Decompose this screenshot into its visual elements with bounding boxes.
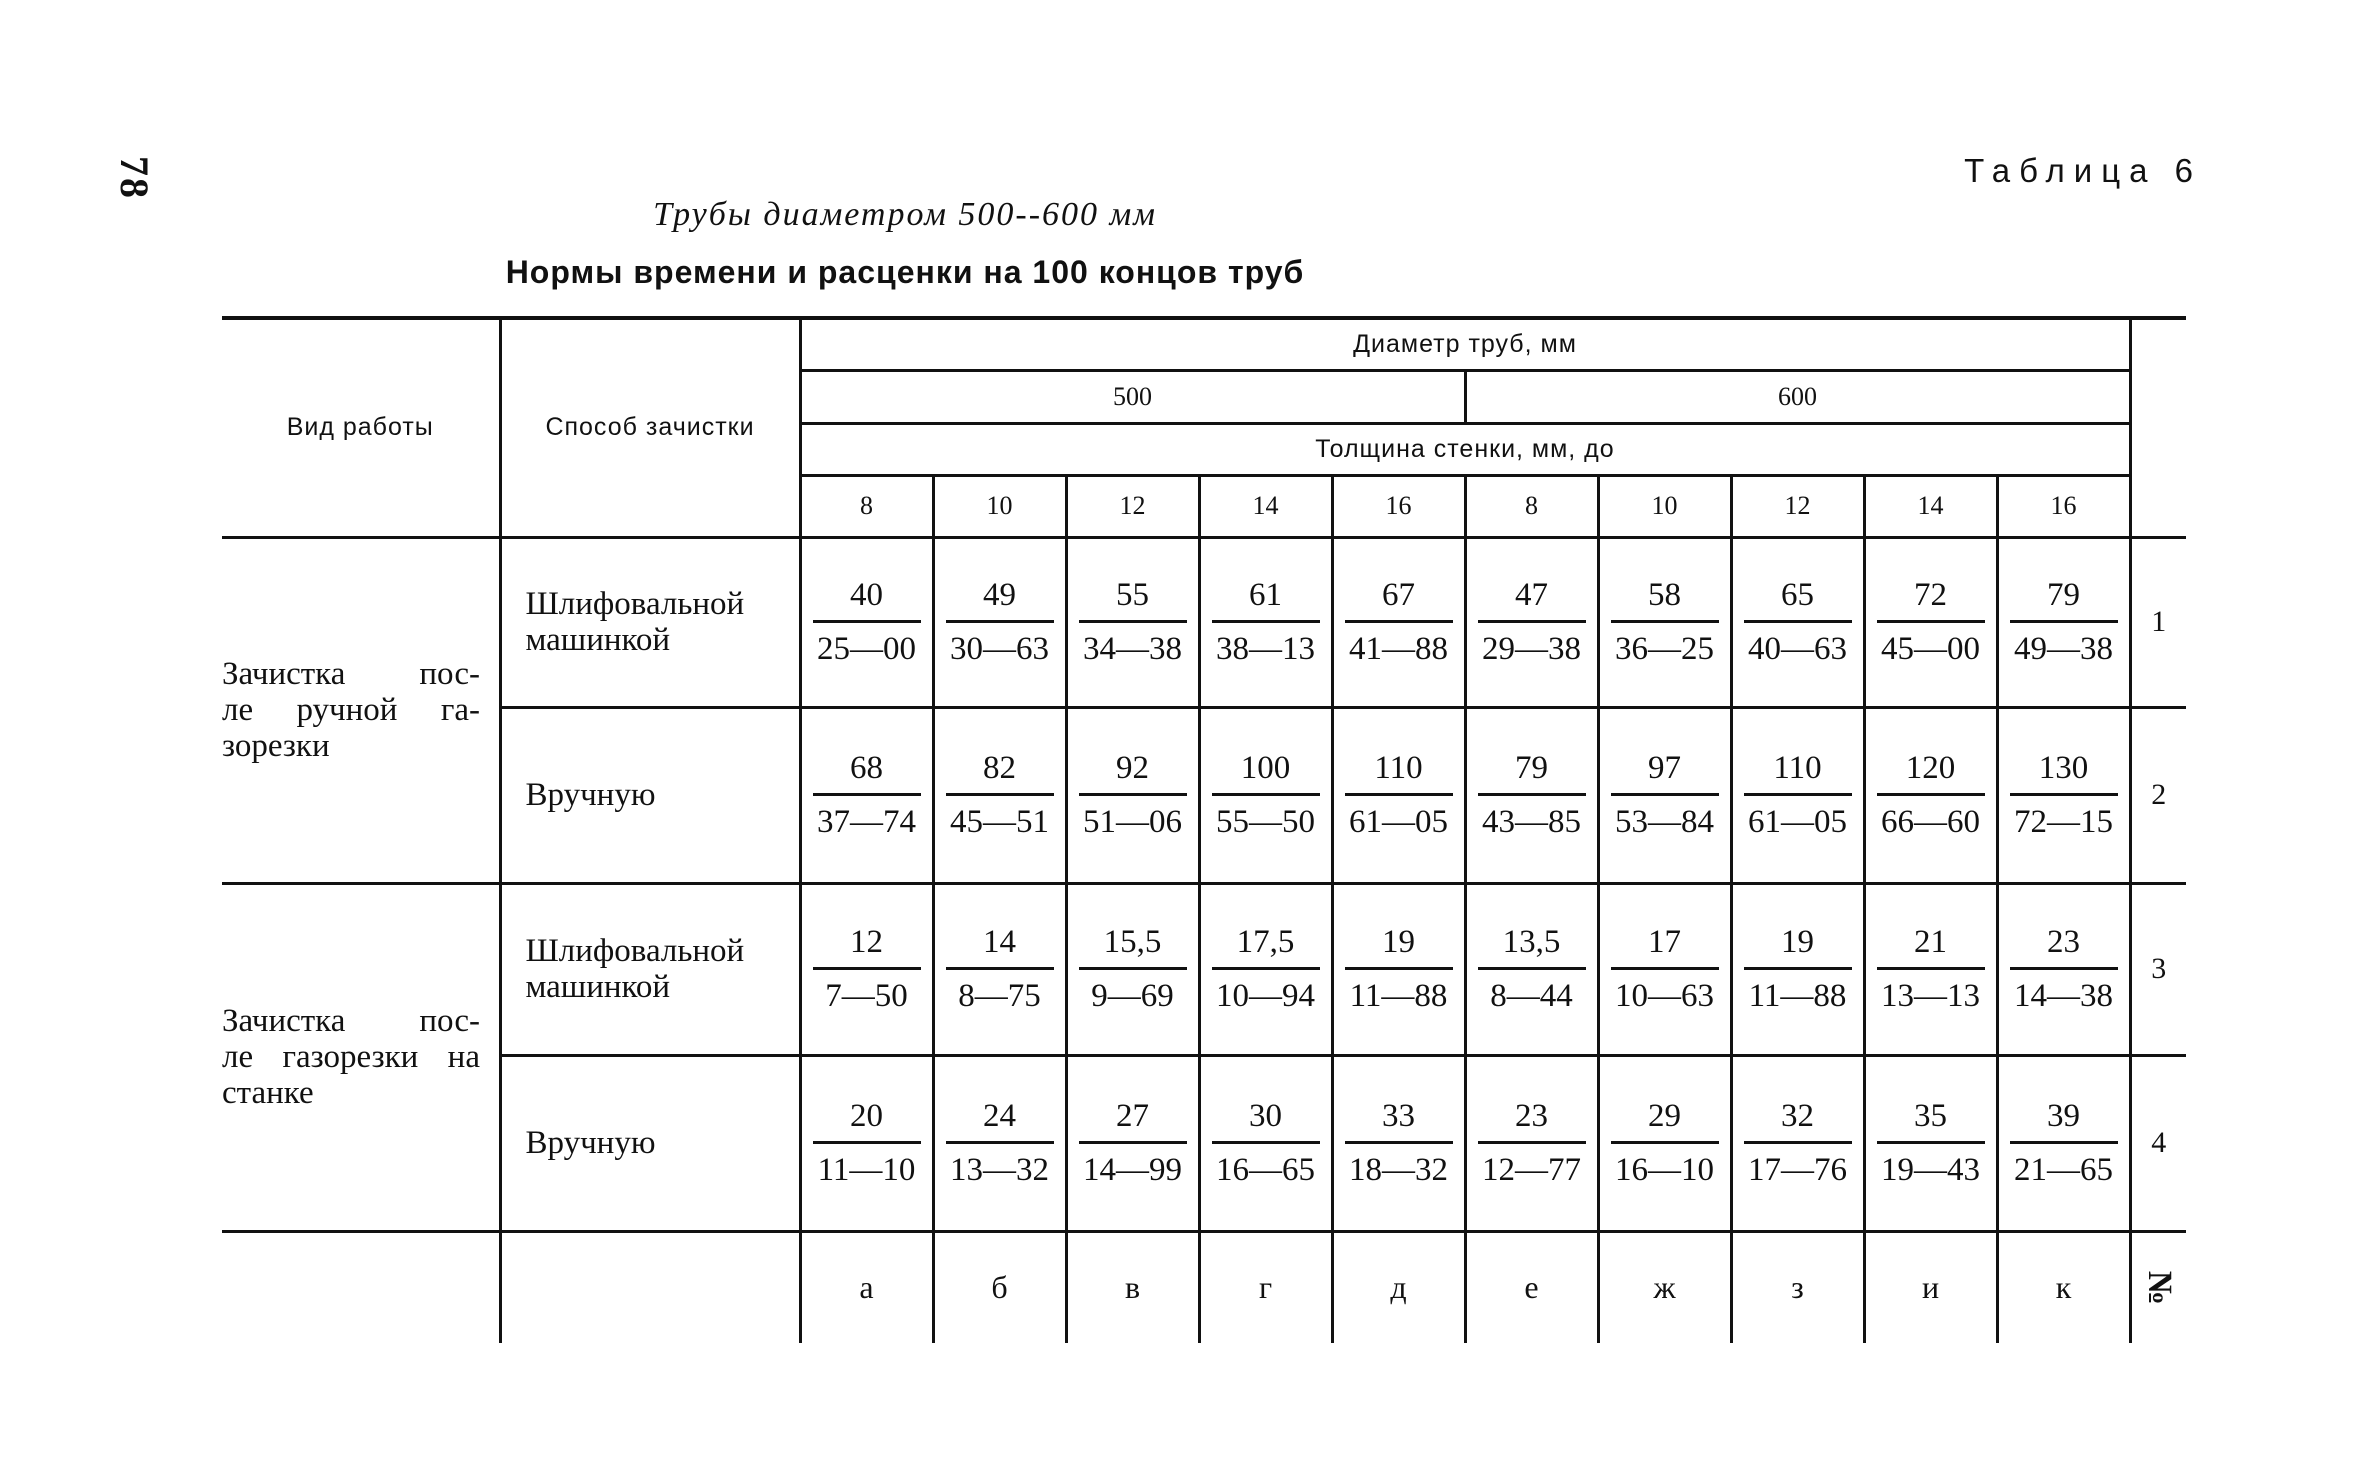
time-norm: 19 bbox=[1345, 926, 1453, 970]
norm-fraction bbox=[946, 749, 1054, 840]
norm-fraction bbox=[1079, 923, 1187, 1014]
row-number: 4 bbox=[2130, 1055, 2186, 1231]
norm-cell bbox=[1066, 537, 1199, 707]
norm-cell bbox=[1332, 883, 1465, 1055]
norm-cell bbox=[1332, 707, 1465, 883]
norm-cell bbox=[1199, 707, 1332, 883]
norm-cell bbox=[1465, 537, 1598, 707]
norm-fraction bbox=[1877, 749, 1985, 840]
table-header bbox=[222, 318, 2186, 537]
number-label-cell bbox=[2130, 1231, 2186, 1343]
price-rate: 40—63 bbox=[1748, 630, 1847, 667]
thickness-cell: 8 bbox=[1465, 475, 1598, 537]
header-number-col bbox=[2130, 318, 2186, 537]
work-type-line: ле газорезки на bbox=[222, 1039, 480, 1075]
price-rate: 16—65 bbox=[1216, 1151, 1315, 1188]
method-line: машинкой bbox=[525, 622, 671, 658]
price-rate: 10—94 bbox=[1216, 977, 1315, 1014]
method-cell bbox=[500, 1055, 800, 1231]
norm-fraction bbox=[2010, 749, 2118, 840]
price-rate: 29—38 bbox=[1482, 630, 1581, 667]
price-rate: 49—38 bbox=[2014, 630, 2113, 667]
price-rate: 14—38 bbox=[2014, 977, 2113, 1014]
price-rate: 43—85 bbox=[1482, 803, 1581, 840]
norm-cell bbox=[1997, 1055, 2130, 1231]
norm-cell bbox=[800, 537, 933, 707]
work-type-line: Зачистка пос- bbox=[222, 1003, 480, 1039]
norm-fraction bbox=[1611, 1097, 1719, 1188]
norm-cell bbox=[1199, 883, 1332, 1055]
norm-cell bbox=[1598, 883, 1731, 1055]
header-thickness: Толщина стенки, мм, до bbox=[800, 423, 2130, 475]
norm-cell bbox=[1465, 707, 1598, 883]
norm-fraction bbox=[1079, 749, 1187, 840]
footer-empty-cell bbox=[222, 1231, 500, 1343]
price-rate: 25—00 bbox=[817, 630, 916, 667]
norm-fraction bbox=[1478, 923, 1586, 1014]
norm-cell bbox=[1864, 1055, 1997, 1231]
norm-fraction bbox=[1478, 576, 1586, 667]
norm-fraction bbox=[813, 923, 921, 1014]
norm-fraction bbox=[1478, 1097, 1586, 1188]
column-letter: и bbox=[1864, 1231, 1997, 1343]
page-number: 78 bbox=[112, 156, 157, 200]
header-work-type: Вид работы bbox=[222, 318, 500, 537]
norm-fraction bbox=[1611, 576, 1719, 667]
norm-fraction bbox=[813, 1097, 921, 1188]
work-type-line: ле ручной га- bbox=[222, 692, 480, 728]
price-rate: 8—75 bbox=[958, 977, 1041, 1014]
table-title: Нормы времени и расценки на 100 концов труб bbox=[505, 254, 1305, 290]
norm-cell bbox=[1997, 537, 2130, 707]
table-row bbox=[222, 1055, 2186, 1231]
norm-cell bbox=[1066, 883, 1199, 1055]
time-norm: 110 bbox=[1345, 752, 1453, 796]
time-norm: 33 bbox=[1345, 1100, 1453, 1144]
norm-cell bbox=[1731, 1055, 1864, 1231]
norm-cell bbox=[1598, 707, 1731, 883]
price-rate: 45—00 bbox=[1881, 630, 1980, 667]
row-number: 1 bbox=[2130, 537, 2186, 707]
time-norm: 130 bbox=[2010, 752, 2118, 796]
norm-fraction bbox=[1611, 749, 1719, 840]
method-cell bbox=[500, 707, 800, 883]
norm-fraction bbox=[1877, 576, 1985, 667]
norm-cell bbox=[800, 707, 933, 883]
price-rate: 61—05 bbox=[1748, 803, 1847, 840]
time-norm: 32 bbox=[1744, 1100, 1852, 1144]
norm-fraction bbox=[1212, 1097, 1320, 1188]
time-norm: 61 bbox=[1212, 579, 1320, 623]
price-rate: 51—06 bbox=[1083, 803, 1182, 840]
price-rate: 18—32 bbox=[1349, 1151, 1448, 1188]
norm-cell bbox=[1465, 883, 1598, 1055]
time-norm: 100 bbox=[1212, 752, 1320, 796]
norm-cell bbox=[933, 707, 1066, 883]
thickness-cell: 14 bbox=[1864, 475, 1997, 537]
time-norm: 23 bbox=[1478, 1100, 1586, 1144]
price-rate: 21—65 bbox=[2014, 1151, 2113, 1188]
price-rate: 9—69 bbox=[1091, 977, 1174, 1014]
time-norm: 55 bbox=[1079, 579, 1187, 623]
time-norm: 21 bbox=[1877, 926, 1985, 970]
time-norm: 97 bbox=[1611, 752, 1719, 796]
norm-cell bbox=[1598, 537, 1731, 707]
time-norm: 15,5 bbox=[1079, 926, 1187, 970]
time-norm: 12 bbox=[813, 926, 921, 970]
time-norm: 40 bbox=[813, 579, 921, 623]
price-rate: 14—99 bbox=[1083, 1151, 1182, 1188]
price-rate: 17—76 bbox=[1748, 1151, 1847, 1188]
header-diameter-500: 500 bbox=[800, 370, 1465, 423]
time-norm: 110 bbox=[1744, 752, 1852, 796]
time-norm: 72 bbox=[1877, 579, 1985, 623]
column-letter: б bbox=[933, 1231, 1066, 1343]
norm-fraction bbox=[1345, 1097, 1453, 1188]
norm-fraction bbox=[1212, 923, 1320, 1014]
norm-cell bbox=[1598, 1055, 1731, 1231]
norm-cell bbox=[933, 537, 1066, 707]
column-letter: ж bbox=[1598, 1231, 1731, 1343]
time-norm: 30 bbox=[1212, 1100, 1320, 1144]
thickness-cell: 16 bbox=[1332, 475, 1465, 537]
column-letters-row bbox=[222, 1231, 2186, 1343]
row-number: 3 bbox=[2130, 883, 2186, 1055]
table-footer bbox=[222, 1231, 2186, 1343]
norm-fraction bbox=[813, 576, 921, 667]
column-letter: д bbox=[1332, 1231, 1465, 1343]
price-rate: 41—88 bbox=[1349, 630, 1448, 667]
norm-cell bbox=[1332, 537, 1465, 707]
norm-fraction bbox=[1079, 576, 1187, 667]
row-number: 2 bbox=[2130, 707, 2186, 883]
price-rate: 34—38 bbox=[1083, 630, 1182, 667]
norm-fraction bbox=[2010, 576, 2118, 667]
work-type-cell bbox=[222, 883, 500, 1231]
time-norm: 120 bbox=[1877, 752, 1985, 796]
method-line: Вручную bbox=[525, 777, 656, 813]
method-line: Шлифовальной bbox=[525, 933, 745, 969]
work-type-line: станке bbox=[222, 1075, 314, 1111]
time-norm: 19 bbox=[1744, 926, 1852, 970]
norm-cell bbox=[1332, 1055, 1465, 1231]
time-norm: 29 bbox=[1611, 1100, 1719, 1144]
price-rate: 7—50 bbox=[825, 977, 908, 1014]
norm-cell bbox=[1731, 537, 1864, 707]
norm-fraction bbox=[1345, 923, 1453, 1014]
price-rate: 19—43 bbox=[1881, 1151, 1980, 1188]
thickness-cell: 14 bbox=[1199, 475, 1332, 537]
method-cell bbox=[500, 537, 800, 707]
norm-fraction bbox=[946, 576, 1054, 667]
price-rate: 36—25 bbox=[1615, 630, 1714, 667]
norm-cell bbox=[1199, 537, 1332, 707]
table-row bbox=[222, 883, 2186, 1055]
price-rate: 13—32 bbox=[950, 1151, 1049, 1188]
method-line: Шлифовальной bbox=[525, 586, 745, 622]
time-norm: 24 bbox=[946, 1100, 1054, 1144]
number-label: № bbox=[2140, 1270, 2178, 1305]
price-rate: 11—10 bbox=[817, 1151, 916, 1188]
norm-cell bbox=[1864, 707, 1997, 883]
norm-fraction bbox=[1478, 749, 1586, 840]
norm-fraction bbox=[1212, 749, 1320, 840]
column-letter: а bbox=[800, 1231, 933, 1343]
norm-cell bbox=[1731, 883, 1864, 1055]
price-rate: 55—50 bbox=[1216, 803, 1315, 840]
time-norm: 82 bbox=[946, 752, 1054, 796]
time-norm: 79 bbox=[2010, 579, 2118, 623]
norm-fraction bbox=[1744, 923, 1852, 1014]
price-rate: 16—10 bbox=[1615, 1151, 1714, 1188]
norm-fraction bbox=[1345, 576, 1453, 667]
price-rate: 53—84 bbox=[1615, 803, 1714, 840]
price-rate: 61—05 bbox=[1349, 803, 1448, 840]
norm-cell bbox=[1997, 883, 2130, 1055]
time-norm: 13,5 bbox=[1478, 926, 1586, 970]
norm-cell bbox=[933, 883, 1066, 1055]
time-norm: 20 bbox=[813, 1100, 921, 1144]
norm-cell bbox=[1066, 707, 1199, 883]
time-norm: 47 bbox=[1478, 579, 1586, 623]
price-rate: 11—88 bbox=[1349, 977, 1448, 1014]
price-rate: 38—13 bbox=[1216, 630, 1315, 667]
time-norm: 58 bbox=[1611, 579, 1719, 623]
norm-fraction bbox=[1611, 923, 1719, 1014]
norm-cell bbox=[1864, 883, 1997, 1055]
thickness-cell: 10 bbox=[933, 475, 1066, 537]
time-norm: 39 bbox=[2010, 1100, 2118, 1144]
time-norm: 35 bbox=[1877, 1100, 1985, 1144]
norm-cell bbox=[1465, 1055, 1598, 1231]
price-rate: 45—51 bbox=[950, 803, 1049, 840]
table-row bbox=[222, 537, 2186, 707]
header-method: Способ зачистки bbox=[500, 318, 800, 537]
footer-empty-cell bbox=[500, 1231, 800, 1343]
method-line: Вручную bbox=[525, 1125, 656, 1161]
thickness-cell: 16 bbox=[1997, 475, 2130, 537]
column-letter: г bbox=[1199, 1231, 1332, 1343]
header-diameter: Диаметр труб, мм bbox=[800, 318, 2130, 370]
time-norm: 14 bbox=[946, 926, 1054, 970]
table-row bbox=[222, 707, 2186, 883]
time-norm: 65 bbox=[1744, 579, 1852, 623]
norm-fraction bbox=[2010, 1097, 2118, 1188]
method-line: машинкой bbox=[525, 969, 671, 1005]
price-rate: 11—88 bbox=[1748, 977, 1847, 1014]
price-rate: 12—77 bbox=[1482, 1151, 1581, 1188]
column-letter: з bbox=[1731, 1231, 1864, 1343]
norm-fraction bbox=[946, 1097, 1054, 1188]
time-norm: 49 bbox=[946, 579, 1054, 623]
table-label: Таблица 6 bbox=[1964, 152, 2202, 189]
norm-fraction bbox=[1877, 1097, 1985, 1188]
time-norm: 67 bbox=[1345, 579, 1453, 623]
thickness-cell: 8 bbox=[800, 475, 933, 537]
price-rate: 13—13 bbox=[1881, 977, 1980, 1014]
price-rate: 8—44 bbox=[1490, 977, 1573, 1014]
header-diameter-600: 600 bbox=[1465, 370, 2130, 423]
table-subtitle: Трубы диаметром 500--600 мм bbox=[653, 196, 1157, 233]
norm-cell bbox=[933, 1055, 1066, 1231]
time-norm: 17,5 bbox=[1212, 926, 1320, 970]
norm-fraction bbox=[2010, 923, 2118, 1014]
thickness-cell: 10 bbox=[1598, 475, 1731, 537]
work-type-line: зорезки bbox=[222, 728, 330, 764]
norm-fraction bbox=[1345, 749, 1453, 840]
norm-cell bbox=[1199, 1055, 1332, 1231]
work-type-line: Зачистка пос- bbox=[222, 656, 480, 692]
price-rate: 66—60 bbox=[1881, 803, 1980, 840]
norm-cell bbox=[1864, 537, 1997, 707]
column-letter: в bbox=[1066, 1231, 1199, 1343]
norm-fraction bbox=[1744, 576, 1852, 667]
norm-cell bbox=[1066, 1055, 1199, 1231]
time-norm: 68 bbox=[813, 752, 921, 796]
time-norm: 17 bbox=[1611, 926, 1719, 970]
price-rate: 30—63 bbox=[950, 630, 1049, 667]
table-body bbox=[222, 537, 2186, 1231]
norm-cell bbox=[800, 883, 933, 1055]
norm-cell bbox=[800, 1055, 933, 1231]
norm-fraction bbox=[1079, 1097, 1187, 1188]
time-norm: 79 bbox=[1478, 752, 1586, 796]
method-cell bbox=[500, 883, 800, 1055]
column-letter: е bbox=[1465, 1231, 1598, 1343]
norm-fraction bbox=[1877, 923, 1985, 1014]
norm-fraction bbox=[946, 923, 1054, 1014]
time-norm: 27 bbox=[1079, 1100, 1187, 1144]
norm-fraction bbox=[813, 749, 921, 840]
norm-fraction bbox=[1744, 1097, 1852, 1188]
norm-cell bbox=[1997, 707, 2130, 883]
price-rate: 37—74 bbox=[817, 803, 916, 840]
time-norm: 23 bbox=[2010, 926, 2118, 970]
norm-cell bbox=[1731, 707, 1864, 883]
thickness-cell: 12 bbox=[1066, 475, 1199, 537]
price-rate: 72—15 bbox=[2014, 803, 2113, 840]
thickness-cell: 12 bbox=[1731, 475, 1864, 537]
work-type-cell bbox=[222, 537, 500, 883]
norm-fraction bbox=[1744, 749, 1852, 840]
time-norm: 92 bbox=[1079, 752, 1187, 796]
column-letter: к bbox=[1997, 1231, 2130, 1343]
norms-table bbox=[222, 316, 2186, 1343]
price-rate: 10—63 bbox=[1615, 977, 1714, 1014]
norm-fraction bbox=[1212, 576, 1320, 667]
